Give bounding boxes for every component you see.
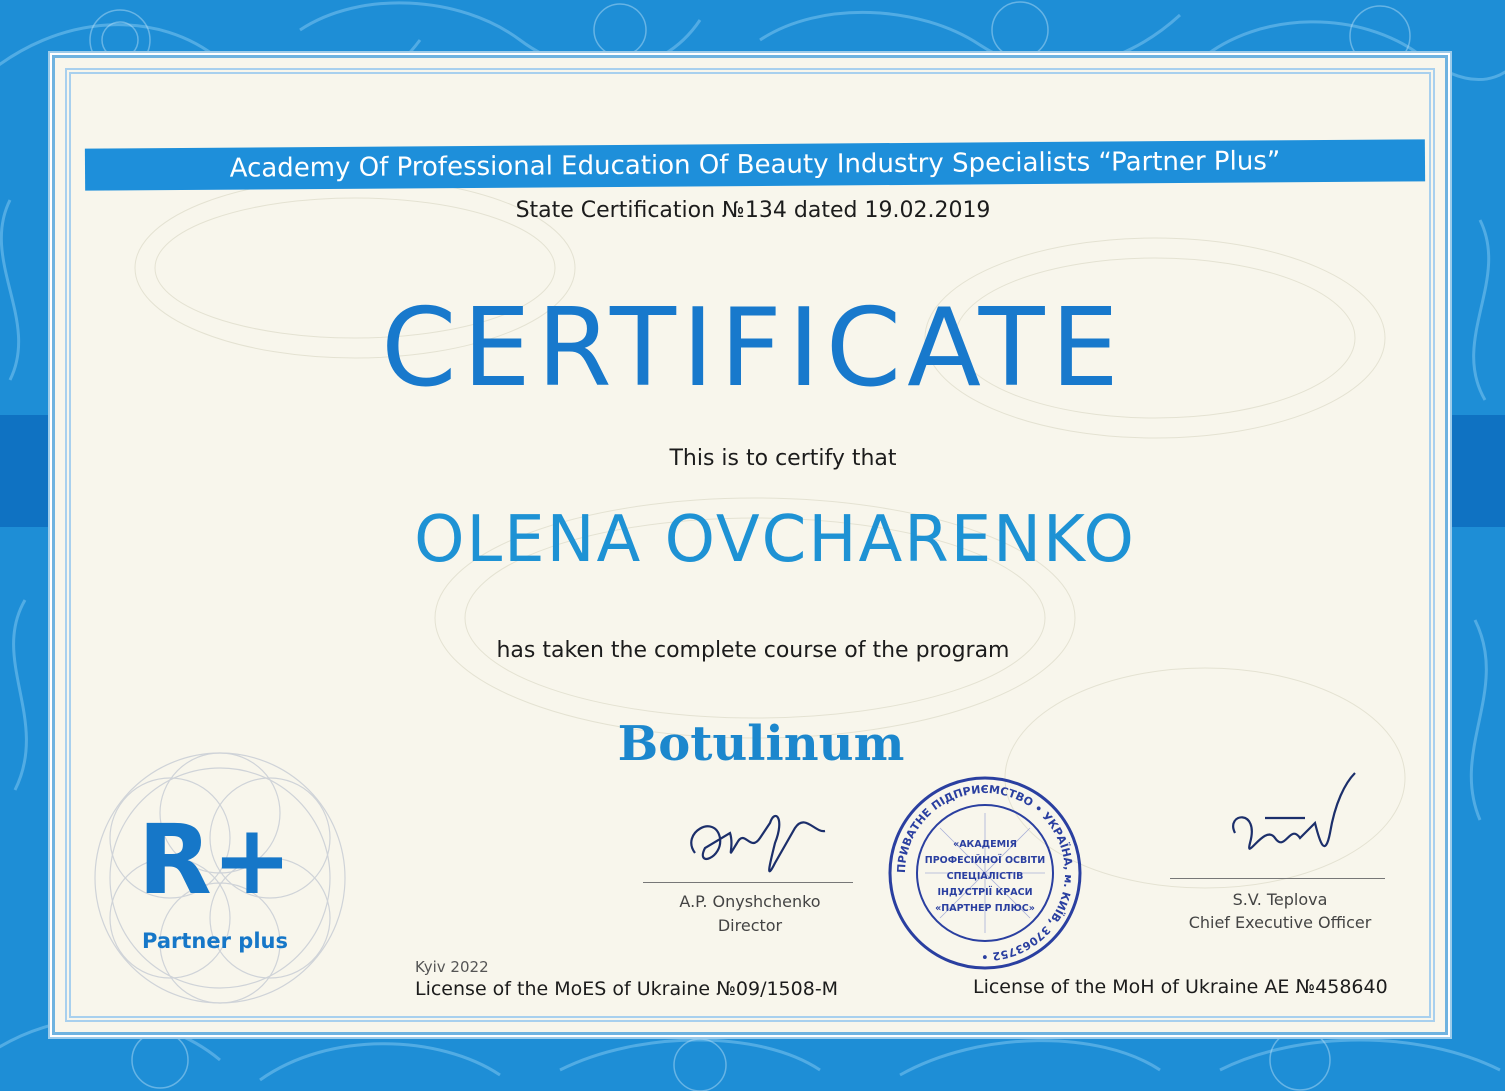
stamp-line: «ПАРТНЕР ПЛЮС» [935,903,1035,914]
partner-plus-logo [80,743,380,1023]
director-role: Director [717,916,783,935]
logo-caption: Partner plus [142,929,288,953]
director-name: A.P. Onyshchenko [679,892,821,911]
license-moes: License of the MoES of Ukraine №09/1508-M [415,978,839,1000]
city-year: Kyiv 2022 [415,958,489,976]
license-moh: License of the MoH of Ukraine AE №458640 [973,976,1388,998]
ceo-name: S.V. Teplova [1232,890,1328,909]
stamp-line: ПРОФЕСІЙНОЇ ОСВІТИ [924,855,1046,866]
state-certification: State Certification №134 dated 19.02.2019 [515,198,991,223]
program-name: Botulinum [617,716,905,772]
certificate-title: CERTIFICATE [381,286,1125,411]
stamp-line: «АКАДЕМІЯ [953,839,1017,850]
stamp-line: СПЕЦІАЛІСТІВ [946,871,1024,882]
official-stamp [885,773,1085,973]
certify-line: This is to certify that [669,446,897,471]
certificate-paper [52,55,1448,1035]
logo-mark: R+ [137,804,293,916]
ceo-signature [1205,763,1375,883]
director-signature-line [643,882,853,883]
recipient-name: OLENA OVCHARENKO [414,503,1136,577]
stamp-outer-text: ПРИВАТНЕ ПІДПРИЄМСТВО • УКРАЇНА, м. КИЇВ, 37063752 • [894,782,1076,964]
course-line: has taken the complete course of the program [496,638,1010,663]
director-signature [675,793,835,893]
ceo-role: Chief Executive Officer [1188,913,1372,932]
academy-banner: Academy Of Professional Education Of Beauty Industry Specialists “Partner Plus” [85,139,1425,190]
stamp-line: ІНДУСТРІЇ КРАСИ [937,887,1033,898]
ceo-signature-line [1170,878,1385,879]
